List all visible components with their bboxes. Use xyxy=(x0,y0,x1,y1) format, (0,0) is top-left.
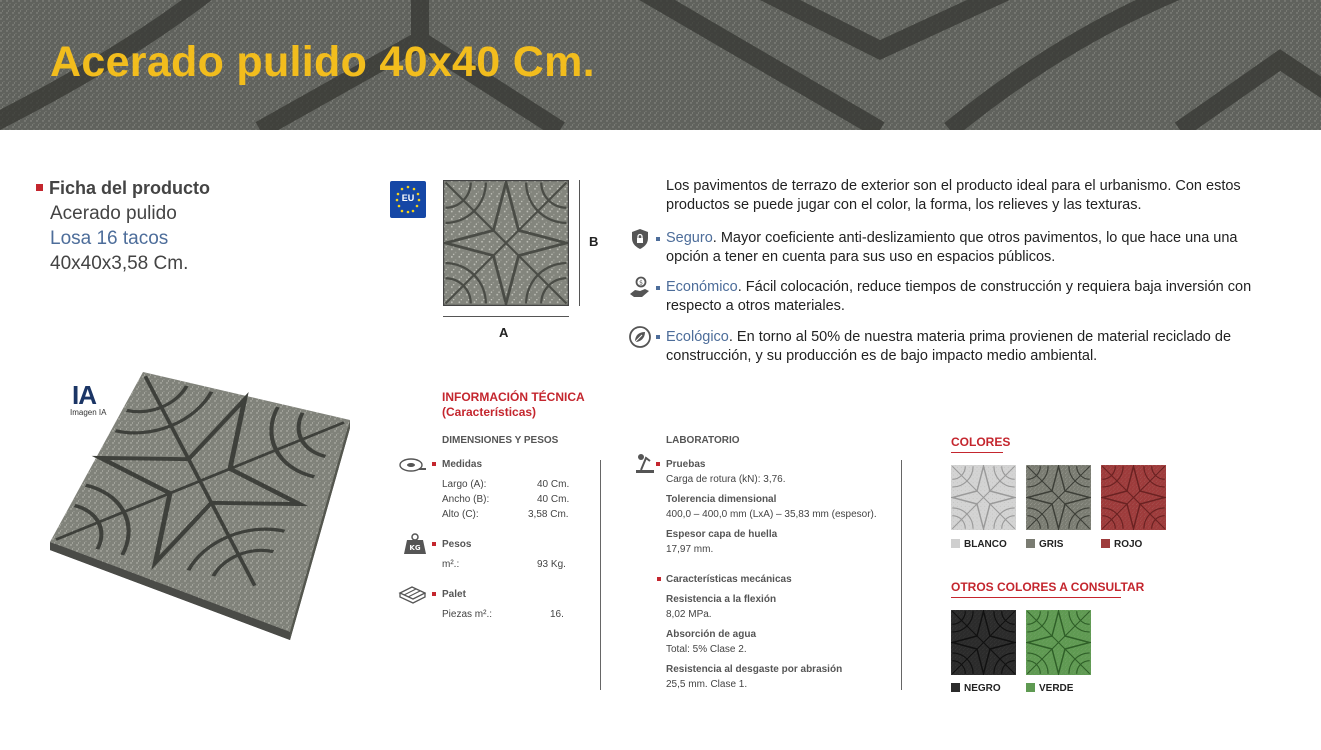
page-title: Acerado pulido 40x40 Cm. xyxy=(50,38,595,86)
dimensions-header: DIMENSIONES Y PESOS xyxy=(442,435,559,446)
palet-label: Palet xyxy=(442,589,466,600)
palet-key: Piezas m².: xyxy=(442,609,493,620)
ia-logo: IA xyxy=(72,380,96,410)
feature-bullet xyxy=(656,286,660,290)
tape-measure-icon xyxy=(399,455,427,477)
swatch-negro xyxy=(951,610,1016,675)
dimension-label-a: A xyxy=(499,325,509,340)
color-dot xyxy=(951,539,960,548)
pruebas-text: Carga de rotura (kN): 3,76. xyxy=(666,474,786,485)
pruebas-bullet xyxy=(656,462,660,466)
ancho-key: Ancho (B): xyxy=(442,494,490,505)
color-label-rojo xyxy=(1101,539,1142,550)
pesos-value: 93 Kg. xyxy=(537,559,566,570)
color-label-verde xyxy=(1026,683,1073,694)
pruebas-label: Pruebas xyxy=(666,459,706,470)
weight-icon-label: KG xyxy=(409,544,421,552)
tech-info-title xyxy=(442,390,585,420)
eu-flag-icon xyxy=(390,181,426,218)
largo-value: 40 Cm. xyxy=(537,479,570,490)
medidas-bullet xyxy=(432,462,436,466)
tech-title-line1: INFORMACIÓN TÉCNICA xyxy=(442,390,585,404)
color-label-gris xyxy=(1026,539,1063,550)
tech-title-line2: (Características) xyxy=(442,405,537,419)
header-banner xyxy=(0,0,1321,130)
color-label-blanco xyxy=(951,539,1007,550)
color-dot xyxy=(1026,683,1035,692)
product-type: Losa 16 tacos xyxy=(50,228,169,249)
tolerancia-text: 400,0 – 400,0 mm (LxA) – 35,83 mm (espesor). xyxy=(666,509,877,520)
color-name: VERDE xyxy=(1039,683,1074,694)
feature-text: . En torno al 50% de nuestra materia prima provienen de material reciclado de construcción, y su producción es de bajo impacto medio ambiental. xyxy=(666,329,1232,364)
column-divider xyxy=(901,460,902,690)
product-dimensions: 40x40x3,58 Cm. xyxy=(50,253,189,274)
colors-underline xyxy=(951,452,1003,453)
color-name: BLANCO xyxy=(964,539,1007,550)
colors-header: COLORES xyxy=(951,435,1011,449)
color-dot xyxy=(951,683,960,692)
feature-text: . Fácil colocación, reduce tiempos de construcción y requiera baja inversión con respecto a otros materiales. xyxy=(666,279,1252,314)
ficha-heading: Ficha del producto xyxy=(49,178,211,198)
ficha-bullet xyxy=(36,184,43,191)
color-name: ROJO xyxy=(1114,539,1143,550)
flexion-label: Resistencia a la flexión xyxy=(666,594,777,605)
swatch-blanco xyxy=(951,465,1016,530)
color-name: GRIS xyxy=(1039,539,1064,550)
svg-text:$: $ xyxy=(639,279,643,287)
largo-key: Largo (A): xyxy=(442,479,487,490)
medidas-label: Medidas xyxy=(442,459,483,470)
swatch-rojo xyxy=(1101,465,1166,530)
pesos-label: Pesos xyxy=(442,539,472,550)
hand-coin-icon xyxy=(628,276,652,300)
color-name: NEGRO xyxy=(964,683,1001,694)
pesos-key: m².: xyxy=(442,559,460,570)
mecanicas-bullet xyxy=(657,577,661,581)
feature-bullet xyxy=(656,335,660,339)
dimension-label-b: B xyxy=(589,234,599,249)
tolerancia-label: Tolerencia dimensional xyxy=(666,494,777,505)
absorcion-label: Absorción de agua xyxy=(666,629,757,640)
ancho-value: 40 Cm. xyxy=(537,494,570,505)
eu-label: EU xyxy=(401,193,415,203)
feature-label: Seguro xyxy=(666,230,713,246)
intro-text: Los pavimentos de terrazo de exterior son el producto ideal para el urbanismo. Con estos productos se puede jugar con el color, la forma, los relieves y las texturas. xyxy=(666,178,1241,213)
feature-seguro xyxy=(666,229,1281,267)
absorcion-text: Total: 5% Clase 2. xyxy=(666,644,747,655)
feature-label: Ecológico xyxy=(666,329,729,345)
lab-header: LABORATORIO xyxy=(666,435,740,446)
dimension-line-a xyxy=(443,316,569,317)
abrasion-label: Resistencia al desgaste por abrasión xyxy=(666,664,843,675)
feature-label: Económico xyxy=(666,279,738,295)
pallet-icon xyxy=(398,585,426,607)
feature-ecologico xyxy=(666,328,1281,366)
alto-value: 3,58 Cm. xyxy=(528,509,569,520)
weight-icon xyxy=(403,533,431,555)
ia-caption: Imagen IA xyxy=(70,408,107,417)
shield-lock-icon xyxy=(628,227,652,251)
column-divider xyxy=(600,460,601,690)
pesos-bullet xyxy=(432,542,436,546)
product-name: Acerado pulido xyxy=(50,203,177,224)
mecanicas-header: Características mecánicas xyxy=(666,574,792,585)
palet-value: 16. xyxy=(550,609,564,620)
tile-top-view-image xyxy=(443,180,569,306)
swatch-gris xyxy=(1026,465,1091,530)
color-label-negro xyxy=(951,683,1001,694)
alto-key: Alto (C): xyxy=(442,509,479,520)
feature-economico xyxy=(666,278,1281,316)
espesor-text: 17,97 mm. xyxy=(666,544,714,555)
feature-text: . Mayor coeficiente anti-deslizamiento que otros pavimentos, lo que hace una una opción a tener en cuenta para sus uso en espacios públicos. xyxy=(666,230,1238,265)
flexion-text: 8,02 MPa. xyxy=(666,609,712,620)
dimension-line-b xyxy=(579,180,580,306)
espesor-label: Espesor capa de huella xyxy=(666,529,778,540)
other-colors-header: OTROS COLORES A CONSULTAR xyxy=(951,580,1145,594)
abrasion-text: 25,5 mm. Clase 1. xyxy=(666,679,748,690)
color-dot xyxy=(1101,539,1110,548)
palet-bullet xyxy=(432,592,436,596)
leaf-icon xyxy=(628,325,652,349)
feature-bullet xyxy=(656,237,660,241)
color-dot xyxy=(1026,539,1035,548)
swatch-verde xyxy=(1026,610,1091,675)
other-colors-underline xyxy=(951,597,1121,598)
